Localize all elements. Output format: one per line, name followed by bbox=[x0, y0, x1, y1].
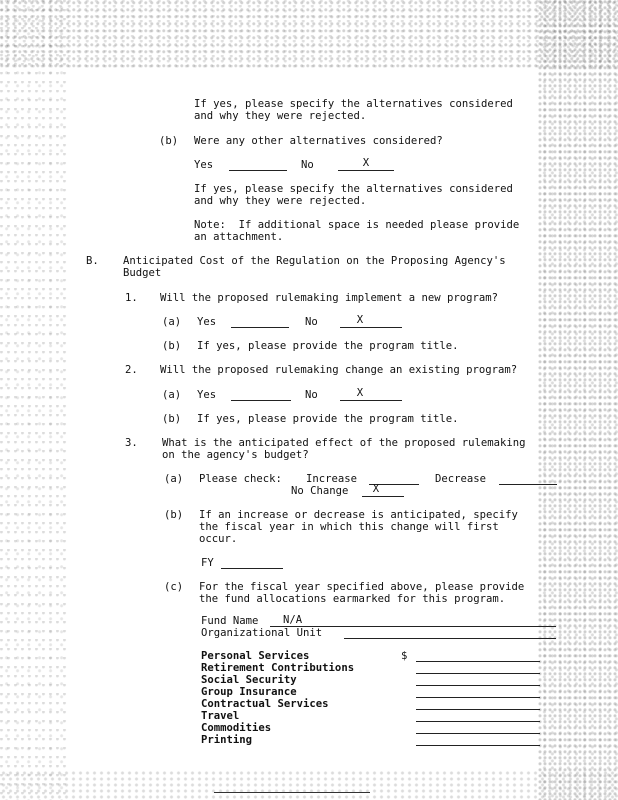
q3-increase-label: Increase bbox=[306, 473, 358, 485]
q2-b-text: If yes, please provide the program title. bbox=[197, 413, 459, 425]
part-b-specify-1: If yes, please specify the alternatives considered bbox=[194, 183, 513, 195]
currency-symbol: $ bbox=[401, 650, 408, 662]
part-b-question: Were any other alternatives considered? bbox=[194, 135, 443, 147]
q1-no-label: No bbox=[305, 316, 318, 328]
q3-b-text-3: occur. bbox=[199, 533, 238, 545]
budget-amount-blank[interactable] bbox=[416, 734, 540, 746]
part-b-label: (b) bbox=[159, 135, 179, 147]
scan-noise-bottom bbox=[0, 770, 618, 800]
intro-line-2: and why they were rejected. bbox=[194, 110, 367, 122]
q3-c-label: (c) bbox=[164, 581, 184, 593]
section-b-title-1: Anticipated Cost of the Regulation on the Proposing Agency's bbox=[123, 255, 506, 267]
section-b-marker: B. bbox=[86, 255, 99, 267]
fund-name-value: N/A bbox=[283, 614, 303, 626]
q3-c-text-1: For the fiscal year specified above, please provide bbox=[199, 581, 525, 593]
q1-yes-label: Yes bbox=[197, 316, 217, 328]
org-unit-label: Organizational Unit bbox=[201, 627, 323, 639]
q1-b-label: (b) bbox=[162, 340, 182, 352]
q2-number: 2. bbox=[125, 364, 138, 376]
q3-b-label: (b) bbox=[164, 509, 184, 521]
q1-a-label: (a) bbox=[162, 316, 182, 328]
budget-item: Travel bbox=[201, 710, 240, 722]
q2-yes-label: Yes bbox=[197, 389, 217, 401]
q3-question-2: on the agency's budget? bbox=[162, 449, 309, 461]
part-b-no-mark: X bbox=[362, 157, 370, 169]
budget-item: Commodities bbox=[201, 722, 272, 734]
part-b-yes-blank[interactable] bbox=[229, 159, 287, 171]
q1-no-mark: X bbox=[356, 314, 364, 326]
budget-item: Personal Services bbox=[201, 650, 310, 662]
q1-question: Will the proposed rulemaking implement a new program? bbox=[160, 292, 499, 304]
q3-a-label: (a) bbox=[164, 473, 184, 485]
q2-no-mark: X bbox=[356, 387, 364, 399]
section-b-title-2: Budget bbox=[123, 267, 162, 279]
org-unit-blank[interactable] bbox=[344, 627, 556, 639]
part-b-yes-label: Yes bbox=[194, 159, 214, 171]
q1-number: 1. bbox=[125, 292, 138, 304]
q2-question: Will the proposed rulemaking change an existing program? bbox=[160, 364, 518, 376]
q3-number: 3. bbox=[125, 437, 138, 449]
q3-fy-blank[interactable] bbox=[221, 557, 283, 569]
part-b-specify-2: and why they were rejected. bbox=[194, 195, 367, 207]
scan-noise-top bbox=[0, 0, 618, 70]
budget-item: Contractual Services bbox=[201, 698, 329, 710]
scan-noise-left bbox=[0, 0, 70, 800]
budget-amount-blank[interactable] bbox=[416, 650, 540, 662]
q3-fy-label: FY bbox=[201, 557, 214, 569]
bottom-rule bbox=[214, 792, 370, 793]
q2-no-label: No bbox=[305, 389, 318, 401]
budget-amount-blank[interactable] bbox=[416, 686, 540, 698]
budget-amount-blank[interactable] bbox=[416, 674, 540, 686]
budget-amount-blank[interactable] bbox=[416, 710, 540, 722]
q3-nochange-label: No Change bbox=[291, 485, 349, 497]
part-b-note-1: Note: If additional space is needed please provide bbox=[194, 219, 520, 231]
budget-item: Group Insurance bbox=[201, 686, 297, 698]
budget-amount-blank[interactable] bbox=[416, 698, 540, 710]
q3-b-text-2: the fiscal year in which this change will first bbox=[199, 521, 499, 533]
budget-item: Retirement Contributions bbox=[201, 662, 355, 674]
q3-a-text: Please check: bbox=[199, 473, 282, 485]
q3-nochange-mark: X bbox=[372, 483, 380, 495]
budget-amount-blank[interactable] bbox=[416, 722, 540, 734]
q3-decrease-blank[interactable] bbox=[499, 473, 557, 485]
fund-name-blank[interactable] bbox=[270, 615, 556, 627]
q3-decrease-label: Decrease bbox=[435, 473, 487, 485]
part-b-no-label: No bbox=[301, 159, 314, 171]
q3-question-1: What is the anticipated effect of the proposed rulemaking bbox=[162, 437, 526, 449]
q2-yes-blank[interactable] bbox=[231, 389, 291, 401]
budget-amount-blank[interactable] bbox=[416, 662, 540, 674]
q3-c-text-2: the fund allocations earmarked for this program. bbox=[199, 593, 506, 605]
q3-b-text-1: If an increase or decrease is anticipated, specify bbox=[199, 509, 518, 521]
budget-item: Printing bbox=[201, 734, 253, 746]
q2-b-label: (b) bbox=[162, 413, 182, 425]
intro-line-1: If yes, please specify the alternatives considered bbox=[194, 98, 513, 110]
q1-b-text: If yes, please provide the program title. bbox=[197, 340, 459, 352]
budget-item: Social Security bbox=[201, 674, 297, 686]
fund-name-label: Fund Name bbox=[201, 615, 259, 627]
part-b-note-2: an attachment. bbox=[194, 231, 284, 243]
q2-a-label: (a) bbox=[162, 389, 182, 401]
q1-yes-blank[interactable] bbox=[231, 316, 289, 328]
scan-noise-right bbox=[538, 0, 618, 800]
